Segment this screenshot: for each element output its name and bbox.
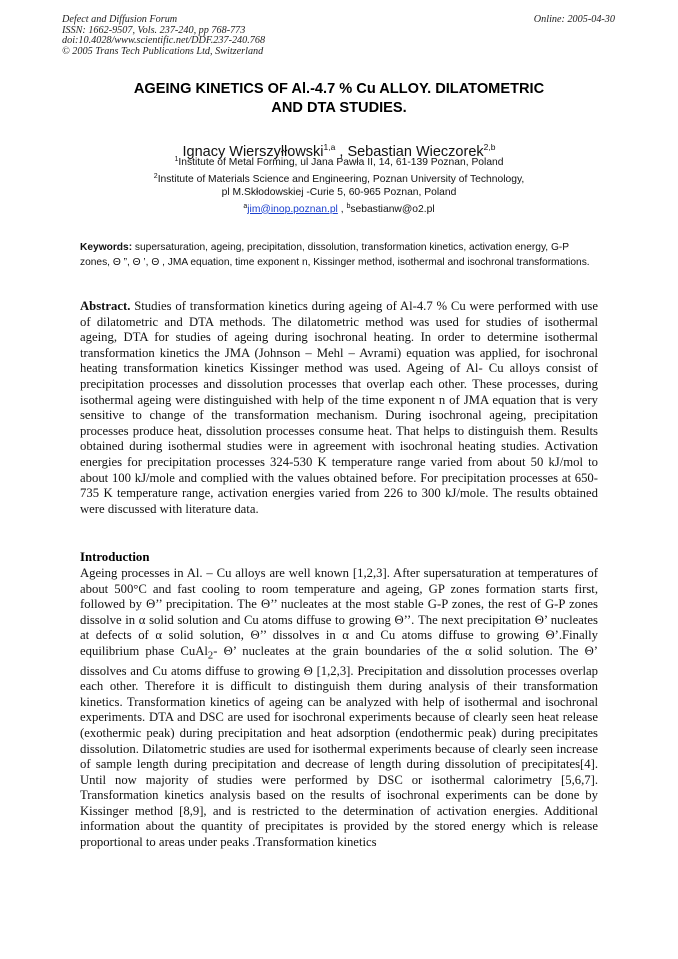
abstract-text: Studies of transformation kinetics during ageing of Al-4.7 % Cu were performed with use of dilatometric and DTA methods. The dilatometric method was used for studies of isothermal ageing, DTA for studies of ageing during isochronal heating. In order to determine isothermal transformation kinetics the JMA (Johnson – Mehl – Avrami) equation was applied, for isochronal heating transformation kinetics Kissinger method was used. Ageing of Al- Cu alloys consist of precipitation processes and dissolution processes that overlap each other. These processes, during isothermal ageing were distinguished with help of the time exponent n of JMA equation that is very sensitive to change of the transformation mechanism. During isochronal ageing, precipitation processes produce heat, dissolution processes consume heat. That helps to distinguish them. Results obtained during isothermal studies were in agreement with isochronal heating studies. Activation energies for precipitation processes 324-530 K temperature range varied from about 50 kJ/mol to about 100 kJ/mole and complied with the values obtained before. For precipitation processes at 650- 735 K temperature range, activation energies varied from 226 to 300 kJ/mole. The results obtained were discussed with literature data.	[80, 299, 598, 516]
affiliation-1-marker: 1	[174, 156, 179, 163]
paper-title	[80, 80, 598, 118]
affiliation-2	[80, 170, 598, 187]
affiliations	[80, 153, 598, 216]
affiliation-2-marker: 2	[153, 172, 158, 180]
affiliation-1-text: Institute of Metal Forming, ul Jana Pawła II, 14, 61-139 Poznan, Poland	[178, 157, 504, 168]
author-2-marker: 2,b	[483, 142, 496, 152]
keywords-label: Keywords:	[80, 242, 135, 253]
copyright-line: © 2005 Trans Tech Publications Ltd, Switzerland	[62, 45, 264, 57]
title-line-1: AGEING KINETICS OF Al.-4.7 % Cu ALLOY. DILATOMETRIC	[133, 81, 545, 97]
keywords	[80, 240, 598, 270]
email-b-marker: b	[346, 202, 351, 210]
issn-line: ISSN: 1662-9507, Vols. 237-240, pp 768-773	[62, 24, 246, 36]
author-2: Sebastian Wieczorek	[347, 144, 484, 160]
email-link-a[interactable]: jim@inop.poznan.pl	[247, 203, 338, 215]
affiliation-2-line-1: Institute of Materials Science and Engineering, Poznan University of Technology,	[157, 173, 525, 185]
doi-line: doi:10.4028/www.scientific.net/DDF.237-240.768	[62, 35, 266, 47]
introduction-text-1: Ageing processes in Al. – Cu alloys are well known [1,2,3]. After supersaturation at temperatures of about 500°C and fast cooling to room temperature and ageing, GP zones formation starts first, followed by Θ’’ precipitation. The Θ’’ nucleates at the most stable G-P zones, the rest of G-P zones dissolve in α solid solution and Cu atoms diffuse to growing Θ’’. The next precipitation Θ’ nucleates at defects of α solid solution, Θ’’ dissolves in α and Cu atoms diffuse to growing Θ’.Finally equilibrium phase CuAl	[80, 566, 598, 658]
abstract	[80, 299, 598, 517]
email-line	[80, 200, 598, 217]
affiliation-2-address: pl M.Skłodowskiej -Curie 5, 60-965 Poznan, Poland	[221, 187, 457, 198]
introduction-heading: Introduction	[80, 550, 150, 564]
keywords-text: supersaturation, ageing, precipitation, dissolution, transformation kinetics, activation energy, G-P zones, Θ ”, Θ ’, Θ , JMA equation, time exponent n, Kissinger method, isothermal and isochronal transformations.	[80, 242, 590, 268]
journal-name: Defect and Diffusion Forum	[62, 14, 178, 25]
introduction-text-2: - Θ’ nucleates at the grain boundaries of the α solid solution. The Θ’ dissolves and Cu atoms diffuse to growing Θ [1,2,3]. Precipitation and dissolution processes overlap each other. Therefore it is difficult to distinguish them during analysis of their transformation kinetics. Transformation kinetics of ageing can be analyzed with help of isothermal and isochronal experiments. DTA and DSC are used for isochronal experiments because of clearly seen heat release (exothermic peak) during precipitation and heat adsorption (endothermic peak) during precipitates dissolution. Dilatometric studies are used for isothermal experiments because of clearly seen increase of sample length during precipitation and decrease of length during dissolution of precipitates[4]. Until now majority of studies were performed by DSC or isothermal calorimetry [5,6,7]. Transformation kinetics analysis based on the results of isochronal experiments can be done by Kissinger method [8,9], and is restricted to the determination of activation energies. Additional information about the quantity of precipitates is provided by the stored energy which is release proportional to areas under peaks .Transformation kinetics	[80, 643, 598, 849]
subscript-2: 2	[207, 650, 214, 662]
author-1-marker: 1,a	[323, 142, 336, 152]
online-date: Online: 2005-04-30	[533, 14, 615, 25]
email-separator: ,	[337, 203, 347, 215]
affiliation-1	[80, 153, 598, 170]
email-b: sebastianw@o2.pl	[350, 203, 435, 215]
author-1: Ignacy Wierszyłłowski	[182, 144, 324, 160]
journal-header	[62, 15, 615, 57]
introduction-body	[80, 566, 598, 850]
abstract-label: Abstract.	[80, 299, 131, 313]
title-line-2: AND DTA STUDIES.	[271, 100, 407, 116]
email-a-marker: a	[243, 202, 248, 210]
author-separator: ,	[335, 144, 348, 160]
